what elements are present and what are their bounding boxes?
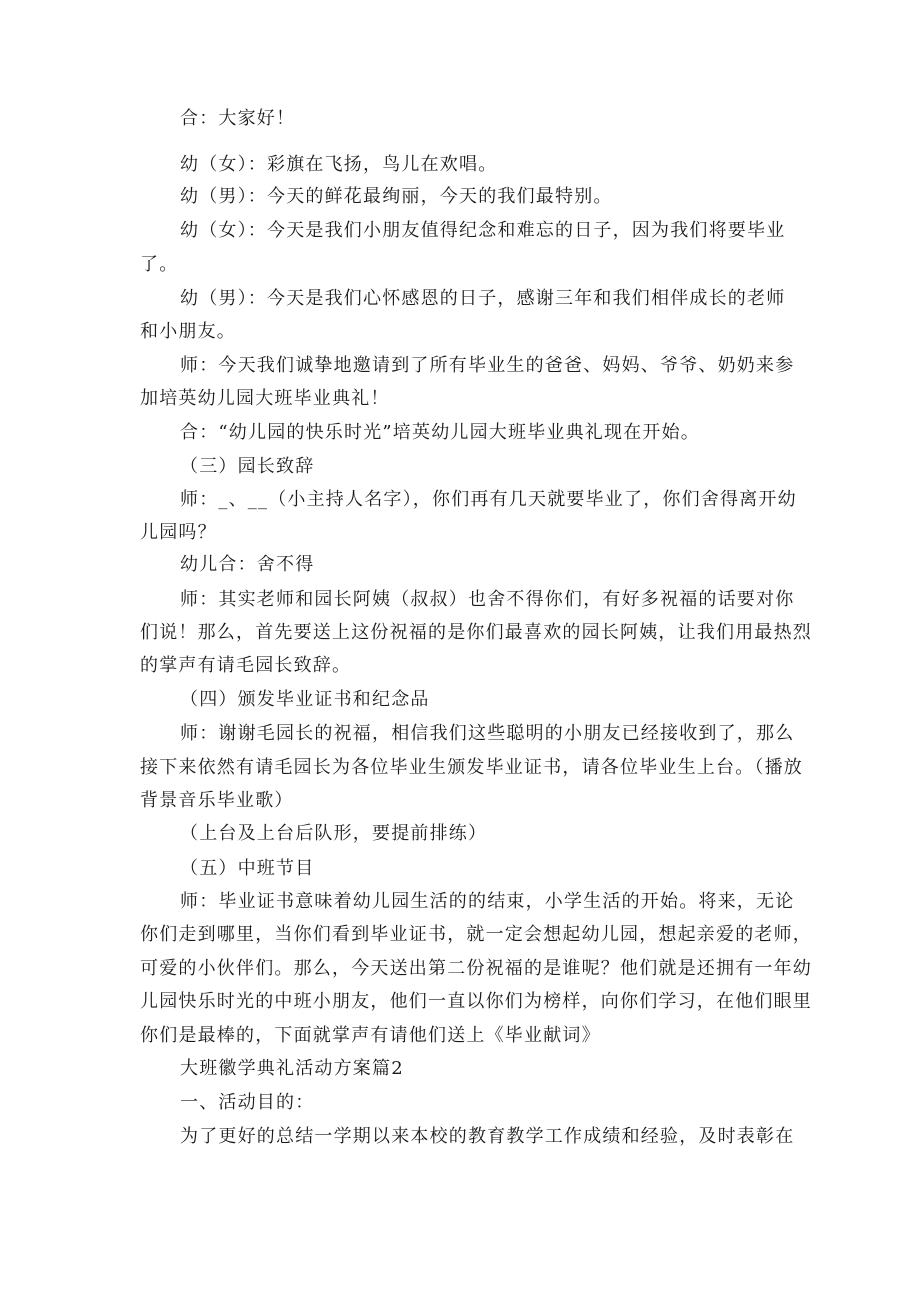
- text-line: 了。: [140, 254, 179, 275]
- text-line: 你们走到哪里，当你们看到毕业证书，就一定会想起幼儿园，想起亲爱的老师，: [140, 924, 812, 945]
- text-line: 你们是最棒的，下面就掌声有请他们送上《毕业献词》: [140, 1025, 601, 1046]
- text-line: 幼（男）：今天是我们心怀感恩的日子，感谢三年和我们相伴成长的老师: [180, 288, 786, 309]
- text-line: 可爱的小伙伴们。那么，今天送出第二份祝福的是谁呢？他们就是还拥有一年幼: [140, 958, 812, 979]
- text-line: 儿园快乐时光的中班小朋友，他们一直以你们为榜样，向你们学习，在他们眼里: [140, 991, 812, 1012]
- text-line: （上台及上台后队形，要提前排练）: [180, 823, 488, 844]
- text-line: 幼（女）：彩旗在飞扬，鸟儿在欢唱。: [180, 154, 498, 175]
- text-line: 师：_、__（小主持人名字），你们再有几天就要毕业了，你们舍得离开幼: [180, 489, 797, 510]
- text-line: 幼（女）：今天是我们小朋友值得纪念和难忘的日子，因为我们将要毕业: [180, 220, 786, 241]
- text-line: 合：“幼儿园的快乐时光”培英幼儿园大班毕业典礼现在开始。: [180, 422, 701, 443]
- text-line: 幼儿合：舍不得: [180, 554, 315, 575]
- text-line: 们说！那么，首先要送上这份祝福的是你们最喜欢的园长阿姨，让我们用最热烈: [140, 622, 812, 643]
- text-line: 师：谢谢毛园长的祝福，相信我们这些聪明的小朋友已经接收到了，那么: [180, 723, 795, 744]
- text-line: 和小朋友。: [140, 321, 236, 342]
- text-line: 的掌声有请毛园长致辞。: [140, 655, 352, 676]
- text-line: 儿园吗？: [140, 522, 217, 543]
- text-line: 师：其实老师和园长阿姨（叔叔）也舍不得你们，有好多祝福的话要对你: [180, 589, 795, 610]
- text-line: 接下来依然有请毛园长为各位毕业生颁发毕业证书，请各位毕业生上台。（播放: [140, 757, 803, 778]
- text-line: 加培英幼儿园大班毕业典礼！: [140, 388, 390, 409]
- text-line: 背景音乐毕业歌）: [140, 790, 294, 811]
- section-heading: （四）颁发毕业证书和纪念品: [180, 689, 430, 710]
- text-line: 师：毕业证书意味着幼儿园生活的的结束，小学生活的开始。将来，无论: [180, 891, 795, 912]
- text-line: 为了更好的总结一学期以来本校的教育教学工作成绩和经验，及时表彰在: [180, 1126, 795, 1147]
- section-heading: （三）园长致辞: [180, 456, 315, 477]
- text-line: 幼（男）：今天的鲜花最绚丽，今天的我们最特别。: [180, 186, 613, 207]
- text-line: 师：今天我们诚挚地邀请到了所有毕业生的爸爸、妈妈、爷爷、奶奶来参: [180, 355, 795, 376]
- section-title: 大班徽学典礼活动方案篇2: [180, 1058, 404, 1079]
- section-heading: 一、活动目的：: [180, 1092, 315, 1113]
- text-line: 合：大家好！: [180, 108, 296, 129]
- section-heading: （五）中班节目: [180, 858, 315, 879]
